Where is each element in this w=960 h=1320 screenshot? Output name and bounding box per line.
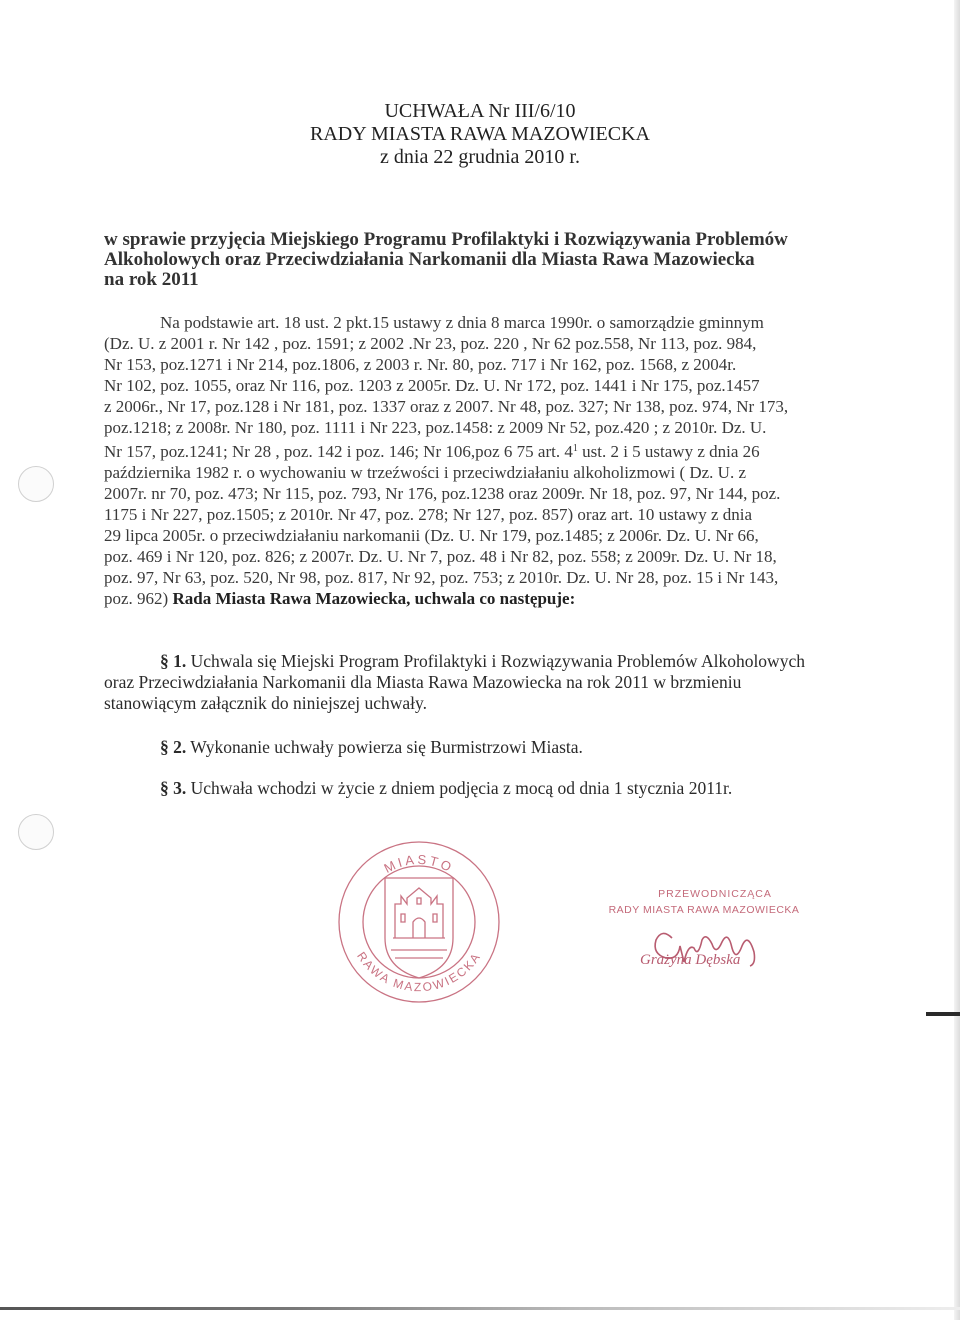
section-text: Wykonanie uchwały powierza się Burmistrzowi Miasta. [186,737,583,757]
basis-text: Nr 157, poz.1241; Nr 28 , poz. 142 i poz. 146; Nr 106,poz 6 75 art. 4 [104,442,573,461]
section-1 [104,651,884,714]
section-line [104,737,884,758]
section-3 [104,778,884,799]
resolution-number: UCHWAŁA Nr III/6/10 [384,100,576,122]
basis-line [104,588,884,609]
section-label: § 1. [160,651,187,671]
basis-line: 2007r. nr 70, poz. 473; Nr 115, poz. 793, Nr 176, poz.1238 oraz 2009r. Nr 18, poz. 97, Nr 144, poz. [104,484,781,503]
coat-of-arms-icon [385,878,453,978]
council-name: RADY MIASTA RAWA MAZOWIECKA [310,123,650,145]
enacting-clause: Rada Miasta Rawa Mazowiecka, uchwala co następuje: [172,589,576,608]
resolution-date: z dnia 22 grudnia 2010 r. [380,146,580,168]
chair-title: PRZEWODNICZĄCA [658,888,772,900]
basis-text: ust. 2 i 5 ustawy z dnia 26 [577,442,760,461]
seal-bottom-text: RAWA MAZOWIECKA [354,949,484,995]
basis-line: poz.1218; z 2008r. Nr 180, poz. 1111 i Nr 223, poz.1458: z 2009 Nr 52, poz.420 ; z 2010r. Dz. U. [104,418,767,437]
scan-edge-right [954,0,960,1320]
basis-line: 29 lipca 2005r. o przeciwdziałaniu narkomanii (Dz. U. Nr 179, poz.1485; z 2006r. Dz. U. Nr 66, [104,526,759,545]
legal-basis [104,312,884,609]
chair-signature-block [584,888,824,998]
subject-line: w sprawie przyjęcia Miejskiego Programu Profilaktyki i Rozwiązywania Problemów [104,229,788,250]
seal-top-text: MIASTO [381,851,457,876]
basis-line: Nr 102, poz. 1055, oraz Nr 116, poz. 1203 z 2005r. Dz. U. Nr 172, poz. 1441 i Nr 175, poz.1457 [104,376,760,395]
section-line [104,778,884,799]
basis-line: października 1982 r. o wychowaniu w trzeźwości i przeciwdziałaniu alkoholizmowi ( Dz. U. z [104,463,746,482]
basis-line: (Dz. U. z 2001 r. Nr 142 , poz. 1591; z 2002 .Nr 23, poz. 220 , Nr 62 poz.558, Nr 113, poz. 984, [104,334,757,353]
basis-line: z 2006r., Nr 17, poz.128 i Nr 181, poz. 1337 oraz z 2007. Nr 48, poz. 327; Nr 138, poz. 974, Nr 173, [104,397,789,416]
basis-line [104,438,884,462]
resolution-subject [104,230,864,290]
chair-subtitle: RADY MIASTA RAWA MAZOWIECKA [608,904,800,916]
section-line: stanowiącym załącznik do niniejszej uchwały. [104,693,427,713]
basis-line: 1175 i Nr 227, poz.1505; z 2010r. Nr 47, poz. 278; Nr 127, poz. 857) oraz art. 10 ustawy z dnia [104,505,753,524]
superscript: 1 [572,443,578,454]
subject-line: Alkoholowych oraz Przeciwdziałania Narkomanii dla Miasta Rawa Mazowiecka [104,249,755,270]
section-text: Uchwala się Miejski Program Profilaktyki i Rozwiązywania Problemów Alkoholowych [186,651,805,671]
punch-hole-upper [18,466,54,502]
section-line [104,651,884,672]
section-2 [104,737,884,758]
basis-line: poz. 97, Nr 63, poz. 520, Nr 98, poz. 817, Nr 92, poz. 753; z 2010r. Dz. U. Nr 28, poz. 15 i Nr 143, [104,568,779,587]
section-line: oraz Przeciwdziałania Narkomanii dla Miasta Rawa Mazowiecka na rok 2011 w brzmieniu [104,672,742,692]
seal-inner-ring [363,866,475,978]
basis-line: Na podstawie art. 18 ust. 2 pkt.15 ustawy z dnia 8 marca 1990r. o samorządzie gminnym [160,313,764,332]
scan-edge-mark [926,1012,960,1016]
punch-hole-lower [18,814,54,850]
section-label: § 2. [160,737,187,757]
section-text: Uchwała wchodzi w życie z dniem podjęcia z mocą od dnia 1 stycznia 2011r. [186,778,733,798]
scan-edge-bottom [0,1307,960,1310]
basis-line: Nr 153, poz.1271 i Nr 214, poz.1806, z 2003 r. Nr. 80, poz. 717 i Nr 162, poz. 1568, z 2004r. [104,355,737,374]
city-seal [335,838,503,1006]
subject-line: na rok 2011 [104,269,199,290]
chair-name: Grażyna Dębska [640,952,741,968]
section-label: § 3. [160,778,187,798]
resolution-header [0,100,960,169]
basis-text: poz. 962) [104,589,173,608]
basis-line: poz. 469 i Nr 120, poz. 826; z 2007r. Dz. U. Nr 7, poz. 48 i Nr 82, poz. 558; z 2009r. Dz. U. Nr 18, [104,547,777,566]
